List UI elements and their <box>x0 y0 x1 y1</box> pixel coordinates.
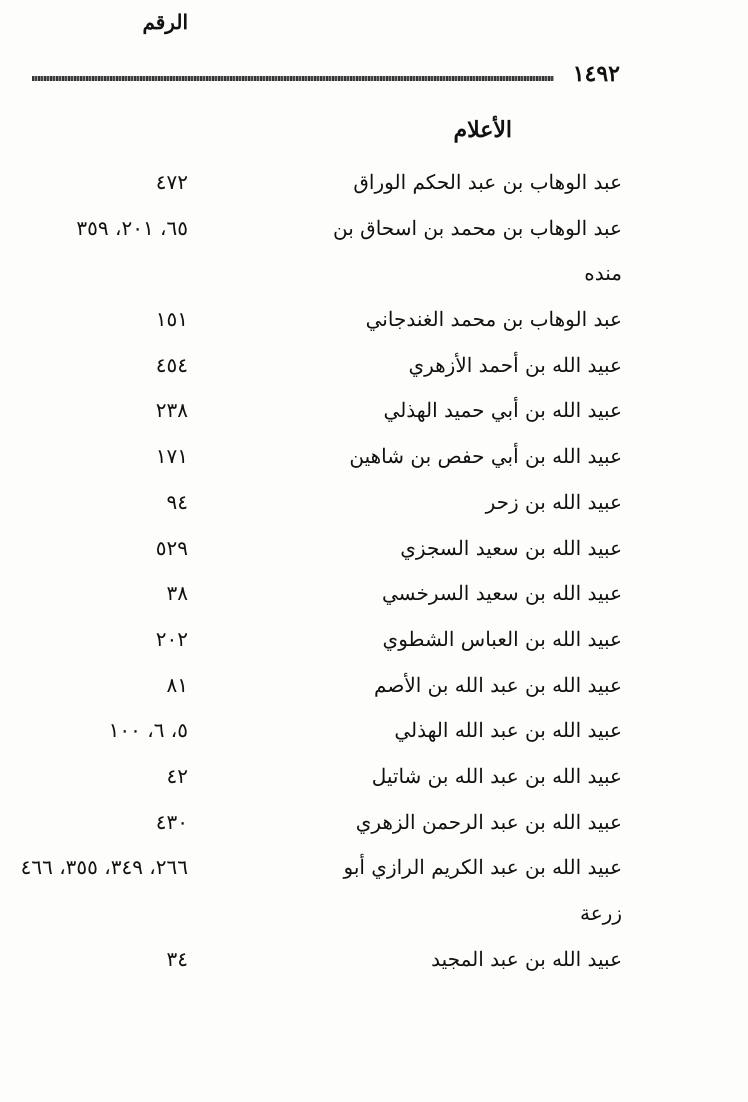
index-entry <box>0 480 748 526</box>
entry-name: عبيد الله بن عبد الله بن الأصم <box>374 672 622 697</box>
entry-name: عبيد الله بن أبي حفص بن شاهين <box>349 444 622 469</box>
index-entry <box>0 571 748 617</box>
index-entry <box>0 617 748 663</box>
entry-name: عبيد الله بن أحمد الأزهري <box>408 352 622 377</box>
index-entry <box>0 206 748 297</box>
entry-refs: ٢٣٨ <box>155 398 188 423</box>
entry-refs: ٩٤ <box>166 489 188 514</box>
entry-refs: ٥٢٩ <box>155 535 188 560</box>
header-rule <box>32 76 554 81</box>
entry-refs: ٢٠٢ <box>155 626 188 651</box>
index-entry <box>0 160 748 206</box>
index-entry <box>0 800 748 846</box>
entry-refs: ٤٥٤ <box>155 352 188 377</box>
entry-name: عبد الوهاب بن عبد الحكم الوراق <box>353 170 622 194</box>
entry-refs: ٤٧٢ <box>155 170 188 194</box>
index-entry <box>0 526 748 572</box>
entry-name: عبيد الله بن سعيد السرخسي <box>381 581 622 606</box>
entry-name: عبيد الله بن عبد الله بن شاتيل <box>371 763 622 788</box>
entry-name: عبيد الله بن عبد المجيد <box>431 946 622 971</box>
entry-refs: ٣٤ <box>166 946 188 971</box>
entry-name: عبيد الله بن العباس الشطوي <box>382 626 622 651</box>
index-entry <box>0 388 748 434</box>
index-entry <box>0 297 748 343</box>
entry-name: عبد الوهاب بن محمد الغندجاني <box>365 307 622 332</box>
entry-name: عبيد الله بن عبد الكريم الرازي أبو زرعة <box>343 855 622 926</box>
index-entry <box>0 663 748 709</box>
index-entry <box>0 434 748 480</box>
index-entry <box>0 937 748 983</box>
index-entry <box>0 708 748 754</box>
entry-refs: ٣٨ <box>166 581 188 606</box>
entry-name: عبيد الله بن أبي حميد الهذلي <box>383 398 622 423</box>
index-entries <box>0 160 748 982</box>
index-entry <box>0 343 748 389</box>
entry-refs: ٤٣٠ <box>155 809 188 834</box>
entry-refs: ١٧١ <box>155 444 188 469</box>
column-header-names: الأعلام <box>453 117 512 143</box>
index-entry <box>0 845 748 936</box>
entry-refs: ٨١ <box>166 672 188 697</box>
entry-name: عبيد الله بن زحر <box>485 489 622 514</box>
index-entry <box>0 754 748 800</box>
entry-refs: ٥، ٦، ١٠٠ <box>108 718 188 743</box>
column-header-refs: الرقم <box>142 10 188 34</box>
entry-refs: ٢٦٦، ٣٤٩، ٣٥٥، ٤٦٦ <box>20 855 188 880</box>
entry-name: عبيد الله بن عبد الله الهذلي <box>394 718 622 743</box>
entry-name: عبد الوهاب بن محمد بن اسحاق بن منده <box>333 215 622 286</box>
entry-name: عبيد الله بن عبد الرحمن الزهري <box>355 809 622 834</box>
page-number: ١٤٩٢ <box>572 61 620 87</box>
entry-refs: ٦٥، ٢٠١، ٣٥٩ <box>76 215 188 240</box>
entry-name: عبيد الله بن سعيد السجزي <box>400 535 622 560</box>
entry-refs: ٤٢ <box>166 763 188 788</box>
entry-refs: ١٥١ <box>155 307 188 332</box>
